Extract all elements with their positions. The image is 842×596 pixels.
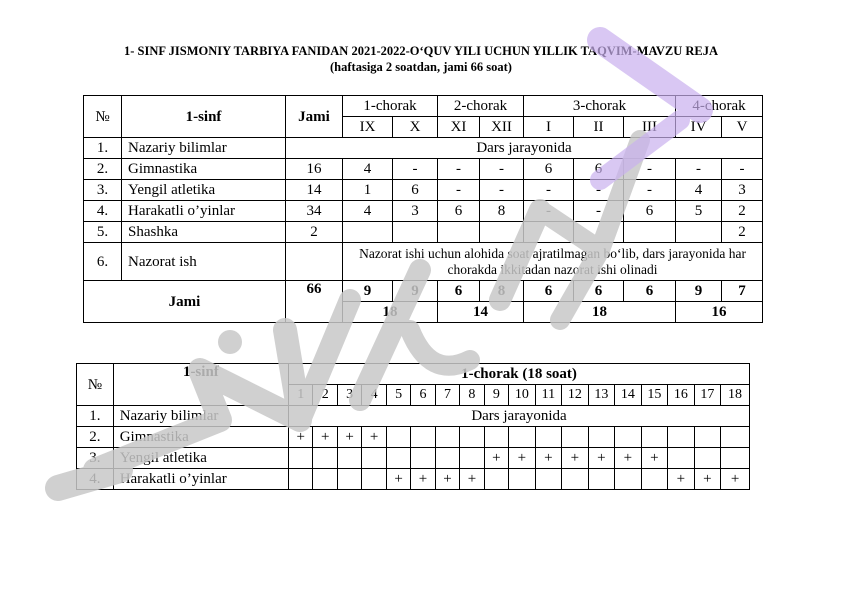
cell: 6 <box>524 159 574 180</box>
document-title: 1- SINF JISMONIY TARBIYA FANIDAN 2021-2022-O‘QUV YILI UCHUN YILLIK TAQVIM-MAVZU REJA <box>123 44 719 58</box>
header-total: Jami <box>286 96 343 138</box>
header-month: V <box>722 117 763 138</box>
header-month: III <box>624 117 676 138</box>
week-cell <box>386 448 410 469</box>
header-week: 9 <box>484 385 508 406</box>
row-total: 2 <box>286 222 343 243</box>
cell <box>524 222 574 243</box>
cell: 2 <box>722 222 763 243</box>
header-week: 7 <box>435 385 459 406</box>
month-total: 9 <box>343 281 393 302</box>
cell <box>393 222 438 243</box>
table-row <box>77 364 750 385</box>
week-cell <box>721 448 750 469</box>
week-cell <box>535 469 562 490</box>
header-quarter-4: 4-chorak <box>676 96 763 117</box>
header-class: 1-sinf <box>113 364 288 406</box>
week-cell: + <box>460 469 484 490</box>
header-week: 5 <box>386 385 410 406</box>
week-cell <box>509 427 536 448</box>
cell: 6 <box>438 201 480 222</box>
row-name: Gimnastika <box>122 159 286 180</box>
week-cell <box>411 427 435 448</box>
week-cell: + <box>386 469 410 490</box>
row-total <box>286 243 343 281</box>
quarter-total: 18 <box>343 302 438 323</box>
week-cell <box>484 427 508 448</box>
header-quarter-1: 1-chorak <box>343 96 438 117</box>
header-week: 16 <box>668 385 695 406</box>
total-label: Jami <box>84 281 286 323</box>
table-row <box>84 243 763 281</box>
row-no: 1. <box>84 138 122 159</box>
yearly-plan-table <box>83 95 763 323</box>
quarter-plan-table <box>76 363 750 490</box>
table-row <box>84 96 763 117</box>
week-cell <box>337 469 361 490</box>
row-name: Nazorat ish <box>122 243 286 281</box>
header-month: XII <box>480 117 524 138</box>
header-week: 15 <box>641 385 668 406</box>
cell <box>676 222 722 243</box>
row-span-text: Nazorat ishi uchun alohida soat ajratilmagan bo‘lib, dars jarayonida har chorakda ikkitadan nazorat ishi olinadi <box>343 243 763 281</box>
cell <box>343 222 393 243</box>
week-cell <box>362 448 386 469</box>
cell: 6 <box>624 201 676 222</box>
cell: 2 <box>722 201 763 222</box>
cell: 3 <box>722 180 763 201</box>
cell: 4 <box>676 180 722 201</box>
header-week: 18 <box>721 385 750 406</box>
row-span-text: Dars jarayonida <box>289 406 750 427</box>
header-quarter-3: 3-chorak <box>524 96 676 117</box>
cell: - <box>524 201 574 222</box>
week-cell <box>641 469 668 490</box>
row-name: Nazariy bilimlar <box>122 138 286 159</box>
row-no: 4. <box>84 201 122 222</box>
row-name: Harakatli o’yinlar <box>113 469 288 490</box>
week-cell <box>694 427 721 448</box>
week-cell <box>362 469 386 490</box>
week-cell <box>313 448 337 469</box>
week-cell: + <box>362 427 386 448</box>
week-cell <box>615 427 642 448</box>
week-cell <box>289 448 313 469</box>
header-week: 12 <box>562 385 589 406</box>
row-no: 3. <box>77 448 114 469</box>
header-month: I <box>524 117 574 138</box>
table-row <box>84 281 763 302</box>
header-week: 3 <box>337 385 361 406</box>
table-row <box>84 222 763 243</box>
row-name: Nazariy bilimlar <box>113 406 288 427</box>
week-cell: + <box>694 469 721 490</box>
header-no: № <box>77 364 114 406</box>
header-month: XI <box>438 117 480 138</box>
week-cell: + <box>313 427 337 448</box>
header-week: 6 <box>411 385 435 406</box>
row-no: 3. <box>84 180 122 201</box>
table-row <box>84 159 763 180</box>
header-month: II <box>574 117 624 138</box>
table-row <box>77 406 750 427</box>
row-no: 4. <box>77 469 114 490</box>
month-total: 6 <box>524 281 574 302</box>
cell: - <box>574 180 624 201</box>
header-quarter-2: 2-chorak <box>438 96 524 117</box>
cell <box>438 222 480 243</box>
cell: 3 <box>393 201 438 222</box>
week-cell: + <box>435 469 459 490</box>
cell: - <box>574 201 624 222</box>
week-cell <box>460 427 484 448</box>
month-total: 9 <box>393 281 438 302</box>
cell: - <box>438 180 480 201</box>
header-week: 8 <box>460 385 484 406</box>
week-cell <box>435 427 459 448</box>
header-month: IV <box>676 117 722 138</box>
month-total: 6 <box>574 281 624 302</box>
header-month: X <box>393 117 438 138</box>
table-row <box>84 138 763 159</box>
week-cell <box>588 427 615 448</box>
cell <box>574 222 624 243</box>
row-span-text: Dars jarayonida <box>286 138 763 159</box>
week-cell <box>435 448 459 469</box>
header-week: 13 <box>588 385 615 406</box>
week-cell <box>313 469 337 490</box>
week-cell <box>668 448 695 469</box>
row-no: 5. <box>84 222 122 243</box>
quarter-total: 14 <box>438 302 524 323</box>
cell: - <box>480 159 524 180</box>
row-total: 34 <box>286 201 343 222</box>
header-week: 14 <box>615 385 642 406</box>
cell: - <box>524 180 574 201</box>
header-no: № <box>84 96 122 138</box>
header-quarter: 1-chorak (18 soat) <box>289 364 750 385</box>
header-week: 11 <box>535 385 562 406</box>
header-week: 17 <box>694 385 721 406</box>
table-row <box>84 180 763 201</box>
month-total: 8 <box>480 281 524 302</box>
week-cell <box>289 469 313 490</box>
week-cell <box>694 448 721 469</box>
cell: - <box>676 159 722 180</box>
quarter-total: 16 <box>676 302 763 323</box>
week-cell <box>411 448 435 469</box>
week-cell: + <box>721 469 750 490</box>
week-cell: + <box>562 448 589 469</box>
cell <box>624 222 676 243</box>
month-total: 6 <box>438 281 480 302</box>
table-row <box>77 469 750 490</box>
header-week: 4 <box>362 385 386 406</box>
header-week: 2 <box>313 385 337 406</box>
row-no: 6. <box>84 243 122 281</box>
week-cell <box>668 427 695 448</box>
cell: - <box>624 159 676 180</box>
month-total: 7 <box>722 281 763 302</box>
week-cell <box>562 469 589 490</box>
week-cell <box>588 469 615 490</box>
cell: 6 <box>393 180 438 201</box>
table-row <box>77 448 750 469</box>
row-no: 2. <box>84 159 122 180</box>
week-cell: + <box>615 448 642 469</box>
cell: 5 <box>676 201 722 222</box>
week-cell <box>562 427 589 448</box>
row-name: Harakatli o’yinlar <box>122 201 286 222</box>
row-no: 2. <box>77 427 114 448</box>
document-subtitle: (haftasiga 2 soatdan, jami 66 soat) <box>330 60 512 74</box>
cell: 6 <box>574 159 624 180</box>
week-cell: + <box>411 469 435 490</box>
header-week: 10 <box>509 385 536 406</box>
cell: - <box>480 180 524 201</box>
week-cell <box>535 427 562 448</box>
week-cell: + <box>668 469 695 490</box>
cell: 8 <box>480 201 524 222</box>
row-name: Yengil atletika <box>113 448 288 469</box>
week-cell <box>460 448 484 469</box>
table-row <box>77 427 750 448</box>
week-cell <box>641 427 668 448</box>
total-value: 66 <box>286 281 343 323</box>
cell: - <box>393 159 438 180</box>
header-week: 1 <box>289 385 313 406</box>
row-total: 14 <box>286 180 343 201</box>
cell: - <box>624 180 676 201</box>
week-cell <box>484 469 508 490</box>
row-name: Shashka <box>122 222 286 243</box>
cell: - <box>438 159 480 180</box>
week-cell: + <box>588 448 615 469</box>
week-cell: + <box>484 448 508 469</box>
header-class: 1-sinf <box>122 96 286 138</box>
week-cell: + <box>289 427 313 448</box>
week-cell <box>386 427 410 448</box>
row-no: 1. <box>77 406 114 427</box>
header-month: IX <box>343 117 393 138</box>
week-cell: + <box>509 448 536 469</box>
row-name: Gimnastika <box>113 427 288 448</box>
cell: - <box>722 159 763 180</box>
cell: 4 <box>343 201 393 222</box>
month-total: 6 <box>624 281 676 302</box>
week-cell: + <box>641 448 668 469</box>
row-total: 16 <box>286 159 343 180</box>
week-cell <box>615 469 642 490</box>
month-total: 9 <box>676 281 722 302</box>
cell: 4 <box>343 159 393 180</box>
cell: 1 <box>343 180 393 201</box>
cell <box>480 222 524 243</box>
table-row <box>84 201 763 222</box>
quarter-total: 18 <box>524 302 676 323</box>
week-cell <box>337 448 361 469</box>
week-cell: + <box>535 448 562 469</box>
week-cell <box>509 469 536 490</box>
week-cell: + <box>337 427 361 448</box>
row-name: Yengil atletika <box>122 180 286 201</box>
week-cell <box>721 427 750 448</box>
